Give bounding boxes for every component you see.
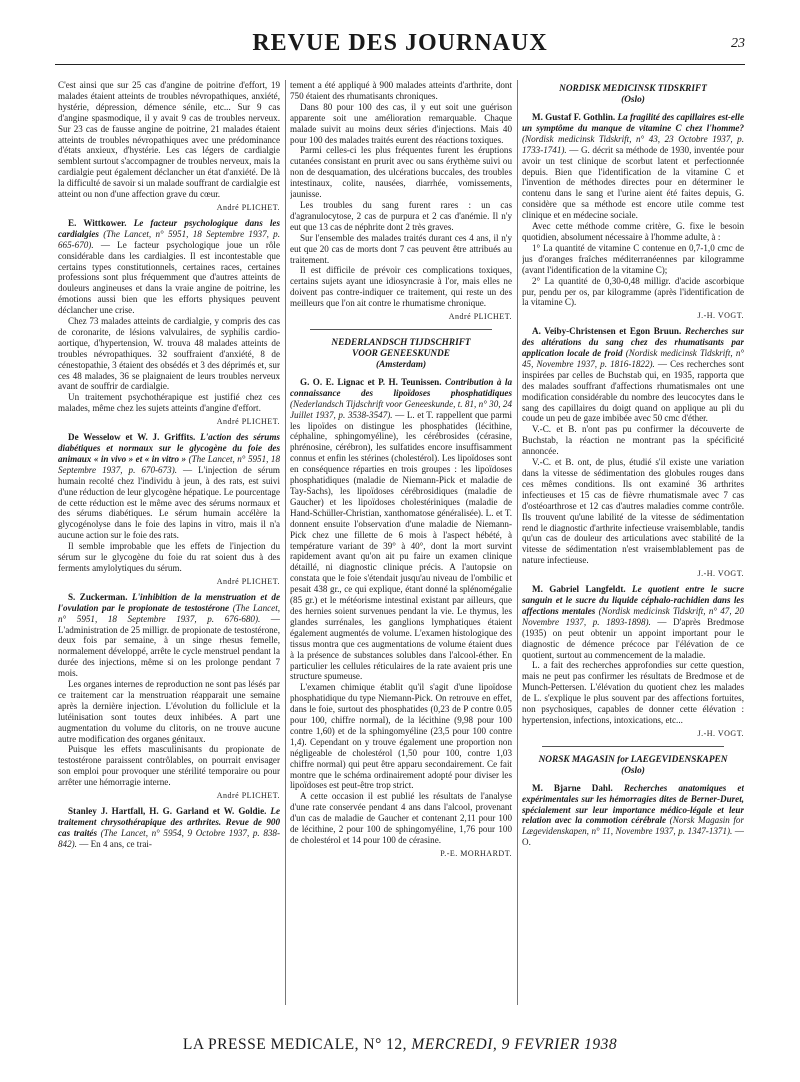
paragraph: Il semble improbable que les effets de l'injection du sérum sur le glycogène du foie du rat soient dus à des ferments amylolytiques du sérum. [58, 541, 280, 573]
article-author: Stanley J. Hartfall, H. G. Garland et W. Goldie. [68, 806, 267, 816]
paragraph: Chez 73 malades atteints de cardialgie, y compris des cas de coronarite, de lésions valvulaires, de syphilis cardio-aortique, d'hypertension, W. trouva 48 malades atteints de troubles névropathiques. 32 souffraient d'anxiété, 8 de cénestopathie, 3 étaient des obsédés et 3 des déprimés et, sur ces 48 malades, 36 se plaignaient de leurs troubles nerveux avant de souffrir de cardialgie. [58, 316, 280, 392]
signature: André PLICHET. [216, 417, 280, 427]
section-heading-city: (Oslo) [621, 765, 645, 776]
article-author: A. Veiby-Christensen et Egon Bruun. [532, 326, 682, 337]
header-rule [55, 64, 745, 65]
article-title: Recherches anatomiques et expérimentales sur les hémorragies dites de Berner-Duret, spécialement sur leur importance médico-légale et leur relation avec la commotion cérébrale [522, 782, 744, 826]
article-abstract [290, 377, 512, 682]
article-text: — O. [522, 826, 744, 848]
section-separator [310, 329, 492, 330]
article-title: Le facteur psychologique dans les cardialgies [58, 217, 280, 239]
section-heading-city: (Amsterdam) [375, 359, 427, 370]
paragraph: Les troubles du sang furent rares : un cas d'agranulocytose, 2 cas de purpura et 2 cas d'anémie. Il n'y eut que 13 cas de néphrite dont 2 très graves. [290, 199, 512, 232]
article-abstract [522, 783, 744, 848]
paragraph: Un traitement psychothérapique est justifié chez ces malades, même chez les sujets atteints d'angine d'effort. [58, 392, 280, 414]
signature: J.-H. VOGT. [697, 569, 744, 579]
article-reference: (Nederlandsch Tijdschrift voor Geneeskunde, t. 81, n° 30, 24 Juillet 1937, p. 3538-3547). [290, 398, 512, 420]
paragraph: L'examen chimique établit qu'il s'agit d'une lipoïdose phosphatidique du type Niemann-Pick. On retrouve en effet, dans le foie, surtout des phosphatides (0,23 de P contre 0.05 pour 100, chiffre normal), de la lécithine (9,98 pour 100 contre 1,60) et de la sphingomyéline (23,5 pour 100 contre 1,4). Cependant on y trouve également une proportion non négligeable de cholestérol (1,50 pour 100, contre 1,03 chiffre normal) qui peut être apparu secondairement. Ce fait montre que le schéma ordinairement adopté pour diviser les lipoïdoses est peut-être trop strict. [290, 682, 512, 791]
signature: André PLICHET. [216, 791, 280, 801]
paragraph: Il est difficile de prévoir ces complications toxiques, certains sujets ayant une idiosyncrasie à l'or, mais elles ne doivent pas contre-indiquer ce traitement, qui reste un des meilleurs que l'on ait contre le rhumatisme chronique. [290, 265, 512, 309]
article-abstract [522, 584, 744, 660]
column-divider [285, 80, 286, 1005]
article-abstract [58, 592, 280, 679]
signature: André PLICHET. [216, 202, 280, 212]
article-title: L'action des sérums diabétiques et normaux sur le glycogène du foie des animaux « in vivo » et « in vitro » [58, 432, 280, 464]
article-text: — Ces recherches sont inspirées par celles de Buchstab qui, en 1935, rapporta que des malades souffrant d'affections rhumatismales ont une modification considérable du nombre des leucocytes dans le sang des capillaires du doigt quand on applique au pli du coude un peu de gaze imbibée avec 50 cmc d'éther. [522, 358, 744, 424]
article-author: G. O. E. Lignac et P. H. Teunissen. [300, 376, 442, 387]
page-header [55, 30, 745, 64]
article-text: — L. et T. rappellent que parmi les lipoïdes on distingue les phosphatides (lécithine, céphaline, sphingomyéline), les cérébrosides (cérasine, phrénosine, cérébron), les sulfatides encore insuffisamment connus et enfin les stérines (cholestérol). Les lipoïdoses sont en conséquence réparties en trois groupes : les lipoïdoses phosphatidiques (maladie de Niemann-Pick et maladie de Tay-Sachs), les lipoïdoses cérébrosidiques (maladie de Gaucher) et les lipoïdoses cholestériniques (maladie de Hand-Schüller-Christian, xanthomatose généralisée). L. et T. donnent ensuite l'observation d'une maladie de Niemann-Pick chez une fillette de 6 mois à l'aspect hébété, à température variant de 39° à 40°, dont la mort survint rapidement avant qu'on ait pu faire un examen clinique détaillé, ni diagnostic clinique précis. A l'autopsie on constata que le foie s'étendait jusqu'au niveau de l'ombilic et pesait 438 gr., ce qui explique, étant donné la splénomégalie (85 gr.) et le météorisme intestinal existant par ailleurs, que des hernies soient survenues pendant la vie. Le thymus, les glandes surrénales, les ganglions lymphatiques étaient également augmentés de volume. L'examen histologique des tissus montra que ces augmentations de volume étaient dues à la présence de substances solubles dans l'alcool-éther. En particulier les cellules réticulaires de la rate avaient pris une structure spumeuse. [290, 409, 512, 682]
signature: André PLICHET. [216, 576, 280, 586]
article-author: M. Gabriel Langfeldt. [532, 584, 626, 595]
paragraph: V.-C. et B. ont, de plus, étudié s'il existe une variation dans la vitesse de sédimentation des globules rouges dans ces mêmes conditions. Ils ont examiné 36 arthrites infectieuses et 15 cas de fièvre rhumatismale avec 7 cas d'ostéoarthrose et 12 cas d'autres maladies comme contrôle. Ils trouvent qu'une labilité de la vitesse de sédimentation rend le diagnostic d'arthrite infectieuse vraisemblable, tandis qu'un cas de douleur des articulations avec stabilité de la vitesse de sédimentation n'est vraisemblablement pas de nature infectieuse. [522, 457, 744, 566]
article-text: — G. décrit sa méthode de 1930, inventée pour avoir un test clinique de scorbut latent et perfectionnée depuis. Bien que l'identification de la vitamine C et l'invention de méthodes directes pour en déterminer le contenu dans le sang et l'urine aient été faites depuis, G. considère que sa méthode est encore utile comme test clinique et en médecine sociale. [522, 144, 744, 221]
article-author: S. Zuckerman. [68, 591, 128, 602]
article-text: — En 4 ans, ce trai- [76, 838, 152, 849]
article-title: L'inhibition de la menstruation et de l'ovulation par le propionate de testostérone [58, 591, 280, 613]
signature: J.-H. VOGT. [697, 311, 744, 321]
paragraph: Les organes internes de reproduction ne sont pas lésés par ce traitement car la menstruation réapparait une semaine après la dernière injection. L'évolution du folliclule et la lutéinisation sont toutes deux inhibées. A part une augmentation du volume du clitoris, on ne trouve aucune autre modification des organes génitaux. [58, 679, 280, 744]
article-title: Recherches sur des altérations du sang chez des rhumatisants par application locale de froid [522, 326, 744, 359]
article-abstract [522, 112, 744, 221]
article-reference: (The Lancet, n° 5951, 18 Septembre 1937, p. 676-680). [58, 602, 280, 624]
article-author: E. Wittkower. [68, 217, 127, 228]
paragraph: Dans 80 pour 100 des cas, il y eut soit une guérison apparente soit une amélioration remarquable. Chaque malade suivit au moins deux séries d'injections. Mais 40 pour 100 des malades traités eurent des réactions toxiques. [290, 101, 512, 145]
paragraph: 2° La quantité de 0,30-0,48 milligr. d'acide ascorbique pur, pendu per os, par kilogramme (après l'identification de la vitamine C). [522, 275, 744, 308]
article-reference: (Nordisk medicinsk Tidskrift, n° 47, 20 Novembre 1937, p. 1893-1898). [522, 605, 744, 627]
section-heading-city: (Oslo) [621, 95, 645, 105]
signature: P.-E. MORHARDT. [440, 848, 512, 858]
section-heading-line: NORSK MAGASIN for LAEGEVIDENSKAPEN [538, 754, 728, 765]
article-reference: (The Lancet, n° 5951, 18 Septembre 1937, p. 665-670). [58, 228, 280, 250]
article-text: — Le facteur psychologique joue un rôle considérable dans les cardialgies. Il est incontestable que certains types constitutionnels, certaines races, certaines professions sont plus fréquemment que d'autres atteints de douleurs angineuses et dans la vraie angine de poitrine, les émotions aussi bien que les efforts physiques peuvent déclancher une crise. [58, 239, 280, 316]
article-text: — L'administration de 25 milligr. de propionate de testostérone, deux fois par semaine, à un singe rhesus femelle, normalement développé, arrête le cycle menstruel pendant la durée des injections, même si on les prolonge pendant 7 mois. [58, 613, 280, 679]
paragraph: A cette occasion il est publié les résultats de l'analyse d'une rate conservée pendant 4 ans dans l'alcool, provenant d'un cas de maladie de Gaucher et contenant 2,11 pour 100 de lécithine, 2 pour 100 de sphingomyéline, 1,76 pour 100 de cholestérol et 14 pour 100 de cérasine. [290, 791, 512, 845]
paragraph: Puisque les effets masculinisants du propionate de testostérone paraissent contrôlables, on pourrait envisager son emploi pour provoquer une stérilité temporaire ou pour arrêter une hémorragie interne. [58, 744, 280, 788]
page-number: 23 [731, 36, 745, 51]
article-reference: (The Lancet, n° 5951, 18 Septembre 1937, p. 670-673). [58, 453, 280, 475]
paragraph: 1° La quantité de vitamine C contenue en 0,7-1,0 cmc de jus d'oranges fraîches méditerranéennes par kilogramme (avant l'identification de la vitamine C); [522, 242, 744, 275]
article-reference: (Norsk Magasin for Lægevidenskapen, n° 11, Novembre 1937, p. 1347-1371). [522, 815, 744, 837]
journal-section-title: REVUE DES JOURNAUX [252, 30, 548, 56]
article-reference: (The Lancet, n° 5954, 9 Octobre 1937, p. 838-842). [58, 827, 280, 849]
article-title: Le traitement chrysothérapique des arthrites. Revue de 900 cas traités [58, 806, 280, 838]
paragraph: C'est ainsi que sur 25 cas d'angine de poitrine d'effort, 19 malades étaient atteints de troubles névropathiques, anxiété, hystérie, dépression, démence sénile, etc... Sur 9 cas d'angine spasmodique, il y avait 9 cas de troubles nerveux. Sur 23 cas de fausse angine de poitrine, 21 malades étaient atteints de troubles névropathiques avec une prédominance d'états anxieux, d'hystérie. Les cas légers de cardialgie semblent surtout s'accompagner de troubles nerveux, mais la cardialgie peut également déclancher un état d'anxiété. De là la difficulté de savoir si un malade souffrant de cardialgie est atteint ou non d'une affection grave du cœur. [58, 80, 280, 200]
column-3 [522, 80, 744, 1030]
column-1 [58, 80, 280, 1030]
paragraph: L. a fait des recherches approfondies sur cette question, mais ne peut pas confirmer les résultats de Bredmose et de Munch-Pettersen. L'élévation du quotient chez les malades de L. s'explique le plus souvent par des affections fortuites, non psychosiques, capables de donner cette élévation : hypertension, infections, intoxications, etc... [522, 660, 744, 725]
footer-date: MERCREDI, 9 FEVRIER 1938 [411, 1036, 618, 1053]
article-author: M. Gustaf F. Gothlin. [532, 112, 616, 122]
article-reference: (Nordisk medicinsk Tidskrift, n° 43, 23 Octobre 1937, p. 1733-1741). [522, 133, 744, 155]
page-footer [55, 1036, 745, 1056]
section-heading-line: NORDISK MEDICINSK TIDSKRIFT [559, 84, 707, 94]
section-separator [542, 746, 724, 747]
section-heading-line: NEDERLANDSCH TIJDSCHRIFT [331, 337, 471, 348]
journal-section-heading [522, 84, 744, 106]
signature: J.-H. VOGT. [697, 728, 744, 738]
article-title: La fragilité des capillaires est-elle un symptôme du manque de vitamine C chez l'homme? [522, 112, 744, 133]
journal-section-heading [290, 338, 512, 371]
journal-section-heading [522, 755, 744, 777]
article-title: Contribution à la connaissance des lipoïdoses phosphatidiques [290, 376, 512, 398]
section-heading-line: VOOR GENEESKUNDE [352, 348, 450, 359]
article-author: M. Bjarne Dahl. [532, 782, 613, 793]
paragraph: tement a été appliqué à 900 malades atteints d'arthrite, dont 750 étaient des rhumatisants chroniques. [290, 80, 512, 101]
article-reference: (Nordisk medicinsk Tidskrift, n° 45, Novembre 1937, p. 1816-1822). [522, 348, 744, 369]
article-abstract [58, 432, 280, 541]
paragraph: V.-C. et B. n'ont pas pu confirmer la découverte de Buchstab, la réaction ne montrant pas la spécificité annoncée. [522, 424, 744, 457]
column-divider [517, 80, 518, 1005]
article-title: Le quotient entre le sucre sanguin et le sucre du liquide céphalo-rachidien dans les affections mentales [522, 584, 744, 616]
article-abstract [58, 806, 280, 850]
signature: André PLICHET. [448, 312, 512, 322]
column-2 [290, 80, 512, 1030]
article-text: — L'injection de sérum humain recolté chez l'individu à jeun, à des rats, est suivi d'une réduction de leur glycogène hépatique. Le pourcentage de cette réduction est le même avec des sérums normaux et des sérums diabétiques. Le sérum humain accélère la glycogénolyse dans le foie des lapins in vitro, mais il n'a aucune action sur le foie des rats. [58, 464, 280, 541]
paragraph: Sur l'ensemble des malades traités durant ces 4 ans, il n'y eut que 20 cas de morts dont 7 cas peuvent être attribués au traitement. [290, 232, 512, 265]
article-abstract [522, 326, 744, 424]
article-text: — D'après Bredmose (1935) on peut obtenir un appoint important pour le diagnostic de démence précoce par l'élévation de ce quotient, surtout au commencement de la maladie. [522, 616, 744, 660]
footer-journal: LA PRESSE MEDICALE, N° 12, [182, 1036, 408, 1053]
article-author: De Wesselow et W. J. Griffits. [68, 432, 196, 443]
paragraph: Avec cette méthode comme critère, G. fixe le besoin quotidien, absolument nécessaire à l'homme adulte, à : [522, 221, 744, 242]
paragraph: Parmi celles-ci les plus fréquentes furent les éruptions cutanées consistant en prurit avec ou sans érythème suivi ou non de desquamation, des ulcérations buccales, des troubles intestinaux, colite, nausées, diarrhée, vomissements, jaunisse. [290, 145, 512, 200]
article-abstract [58, 218, 280, 316]
